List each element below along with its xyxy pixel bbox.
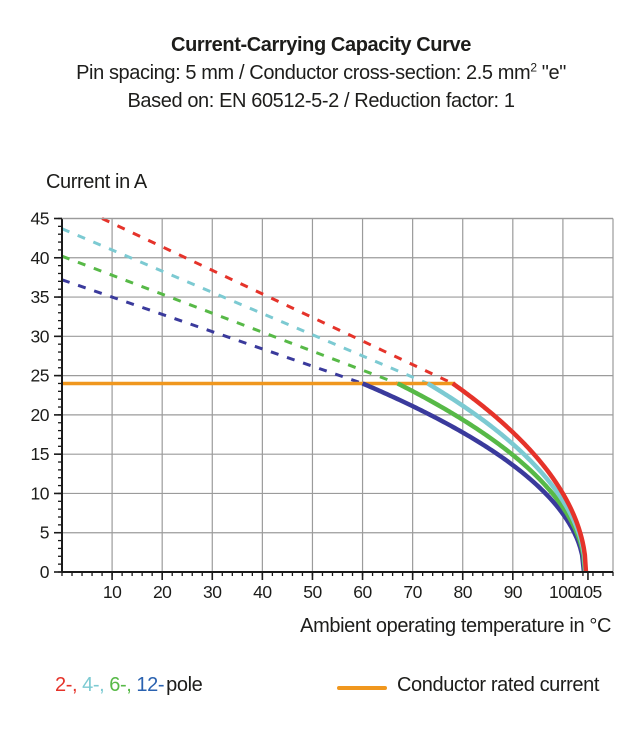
- legend-poles: [55, 674, 202, 697]
- y-tick-label: 45: [30, 208, 49, 229]
- x-axis-title: Ambient operating temperature in °C: [300, 615, 611, 637]
- legend-pole-2: 2-,: [55, 674, 78, 696]
- legend-pole-12: 12-: [136, 674, 165, 696]
- subtitle-1-text: Pin spacing: 5 mm / Conductor cross-section: 2.5 mm: [76, 62, 531, 84]
- dashed-curve-2-pole: [102, 219, 453, 384]
- y-tick-label: 15: [30, 444, 49, 465]
- legend-pole-suffix: pole: [166, 674, 203, 696]
- legend-pole-4: 4-,: [82, 674, 105, 696]
- x-tick-label: 10: [102, 582, 122, 602]
- y-tick-label: 30: [30, 326, 49, 347]
- legend-row: [0, 674, 642, 704]
- x-tick-label: 20: [152, 582, 172, 602]
- x-tick-label: 70: [403, 582, 422, 602]
- y-tick-label: 5: [39, 522, 49, 543]
- y-tick-label: 0: [39, 562, 49, 582]
- subtitle-1-suffix: "e": [536, 62, 566, 84]
- chart-title: Current-Carrying Capacity Curve: [171, 34, 471, 56]
- chart-subtitle-2: Based on: EN 60512-5-2 / Reduction factor: 1: [127, 90, 515, 112]
- rated-current-label: Conductor rated current: [397, 674, 600, 696]
- rated-current-swatch: [337, 686, 387, 690]
- dashed-curve-4-pole: [62, 229, 428, 384]
- x-tick-label: 30: [203, 582, 222, 602]
- y-tick-label: 10: [30, 483, 49, 504]
- y-tick-label: 40: [30, 247, 49, 268]
- x-tick-label: 40: [253, 582, 272, 602]
- legend-pole-6: 6-,: [109, 674, 132, 696]
- y-tick-label: 35: [30, 287, 49, 308]
- y-tick-label: 25: [30, 365, 49, 386]
- subtitle-1-superscript: 2: [530, 60, 537, 75]
- x-tick-label: 60: [353, 582, 372, 602]
- y-tick-label: 20: [30, 404, 49, 425]
- x-tick-label: 100: [549, 582, 577, 602]
- x-tick-label: 105: [574, 582, 602, 602]
- y-axis-title: Current in A: [46, 171, 147, 193]
- x-tick-label: 80: [453, 582, 472, 602]
- x-tick-label: 90: [503, 582, 523, 602]
- x-tick-label: 50: [303, 582, 322, 602]
